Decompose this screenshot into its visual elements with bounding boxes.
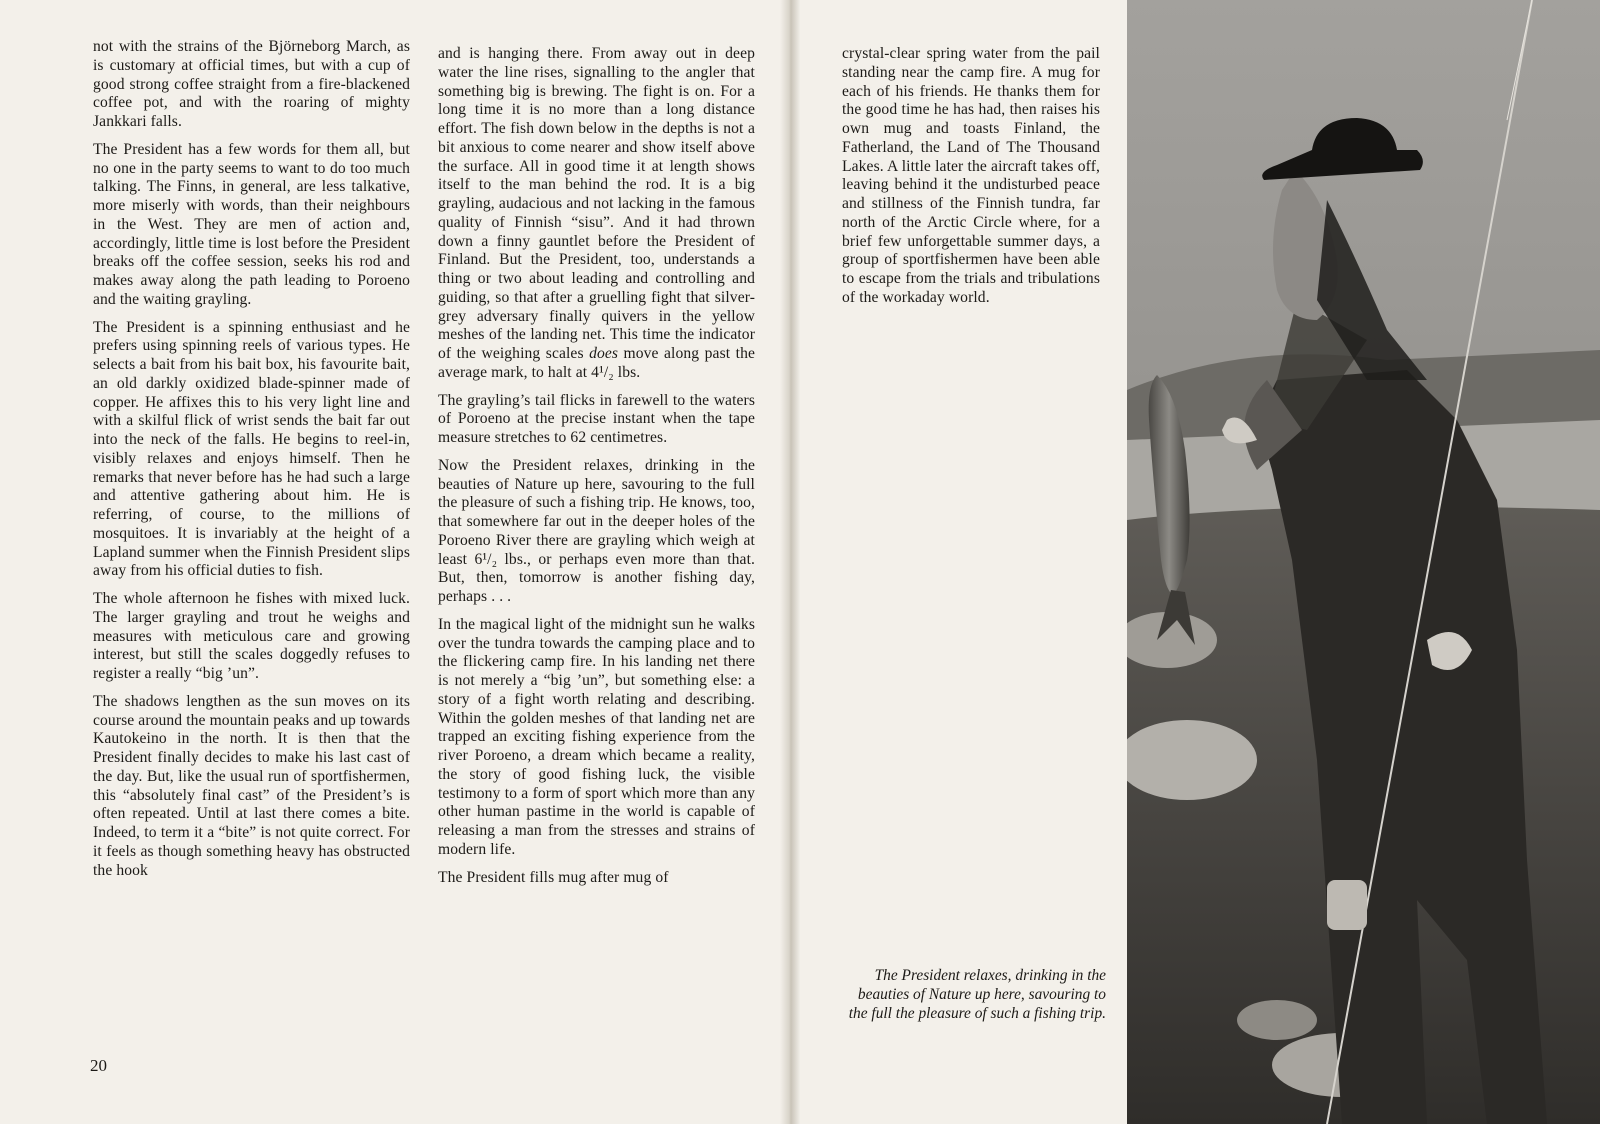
text-column-3 bbox=[842, 45, 1100, 317]
paragraph: In the magical light of the midnight sun he walks over the tundra towards the camping place and to the flickering camp fire. In his landing net there is not merely a “big ’un”, but something else: a story of a fight worth relating and describing. Within the golden meshes of that landing net are trapped an exciting fishing experience from the river Poroeno, a dream which became a reality, the story of good fishing luck, the visible testimony to a form of sport which more than any other human pastime in the world is capable of releasing a man from the stresses and strains of modern life. bbox=[438, 615, 755, 858]
page-gutter bbox=[780, 0, 800, 1124]
paragraph-text: and is hanging there. From away out in deep water the line rises, signalling to the angler that something big is brewing. The fight is on. For a long time it is no more than a long distance effort. The fish down below in the depths is not a bit anxious to come nearer and show itself above the surface. All in good time it at length shows itself to the man behind the rod. It is a big grayling, audacious and not lacking in the famous quality of Finnish “sisu”. And it had thrown down a finny gauntlet before the President of Finland. But the President, too, understands a thing or two about leading and controlling and guiding, so that after a gruelling fight that silver-grey adversary finally quivers in the yellow meshes of the landing net. This time the indicator of the weighing scales bbox=[438, 45, 755, 362]
paragraph: The shadows lengthen as the sun moves on its course around the mountain peaks and up towards Kautokeino in the north. It is then that the President finally decides to make his last cast of the day. But, like the usual run of sportfishermen, this “absolutely final cast” of the President’s is often repeated. Until at last there comes a bite. Indeed, to term it a “bite” is not quite correct. For it feels as though something heavy has obstructed the hook bbox=[93, 692, 410, 879]
paragraph: The President is a spinning enthusiast and he prefers using spinning reels of various types. He selects a bait from his bait box, his favourite bait, an old darkly oxidized blade-spinner made of copper. He affixes this to his very light line and with a skilful flick of wrist sends the bait far out into the neck of the falls. He begins to reel-in, visibly relaxes and enjoys himself. Then he remarks that never before has he had such a large and attentive gathering about him. He is referring, of course, to the millions of mosquitoes. It is invariably at the height of a Lapland summer when the Finnish President slips away from his official duties to fish. bbox=[93, 318, 410, 580]
paragraph: crystal-clear spring water from the pail standing near the camp fire. A mug for each of his friends. He thanks them for the good time he has had, then raises his own mug and toasts Finland, the Fatherland, the Land of The Thousand Lakes. A little later the aircraft takes off, leaving behind it the undisturbed peace and stillness of the Finnish tundra, far north of the Arctic Circle where, for a brief few unforgettable summer days, a group of sportfishermen have been able to escape from the trials and tribulations of the workaday world. bbox=[842, 45, 1100, 306]
paragraph: Now the President relaxes, drinking in the beauties of Nature up here, savouring to the full the pleasure of such a fishing trip. He knows, too, that somewhere far out in the deeper holes of the Poroeno River there are grayling which weigh at least 6¹/₂ lbs., or perhaps even more than that. But, then, tomorrow is another fishing day, perhaps . . . bbox=[438, 456, 755, 605]
photo-image bbox=[1127, 0, 1600, 1124]
paragraph bbox=[438, 45, 755, 383]
paragraph: The grayling’s tail flicks in farewell to the waters of Poroeno at the precise instant when the tape measure stretches to 62 centimetres. bbox=[438, 391, 755, 446]
fisherman-photo bbox=[1127, 0, 1600, 1124]
page-number: 20 bbox=[90, 1056, 107, 1075]
photo-caption: The President relaxes, drinking in the beauties of Nature up here, savouring to the full the pleasure of such a fishing trip. bbox=[848, 967, 1106, 1023]
paragraph: not with the strains of the Björneborg March, as is customary at official times, but with a cup of good strong coffee straight from a fire-blackened coffee pot, and with the roaring of mighty Jankkari falls. bbox=[93, 38, 410, 130]
paragraph: The whole afternoon he fishes with mixed luck. The larger grayling and trout he weighs and measures with meticulous care and growing interest, but still the scales doggedly refuses to register a really “big ’un”. bbox=[93, 590, 410, 682]
paragraph-text: move along past the average mark, to halt at 4¹/₂ lbs. bbox=[438, 345, 755, 381]
emphasis-text: does bbox=[589, 345, 619, 362]
text-column-2 bbox=[438, 45, 755, 896]
paragraph: The President fills mug after mug of bbox=[438, 868, 669, 886]
paragraph: The President has a few words for them all, but no one in the party seems to want to do too much talking. The Finns, in general, are less talkative, more miserly with words, than their neighbours in the West. They are men of action and, accordingly, little time is lost before the President breaks off the coffee session, seeks his rod and makes away along the path leading to Poroeno and the waiting grayling. bbox=[93, 140, 410, 308]
text-column-1 bbox=[93, 38, 410, 889]
